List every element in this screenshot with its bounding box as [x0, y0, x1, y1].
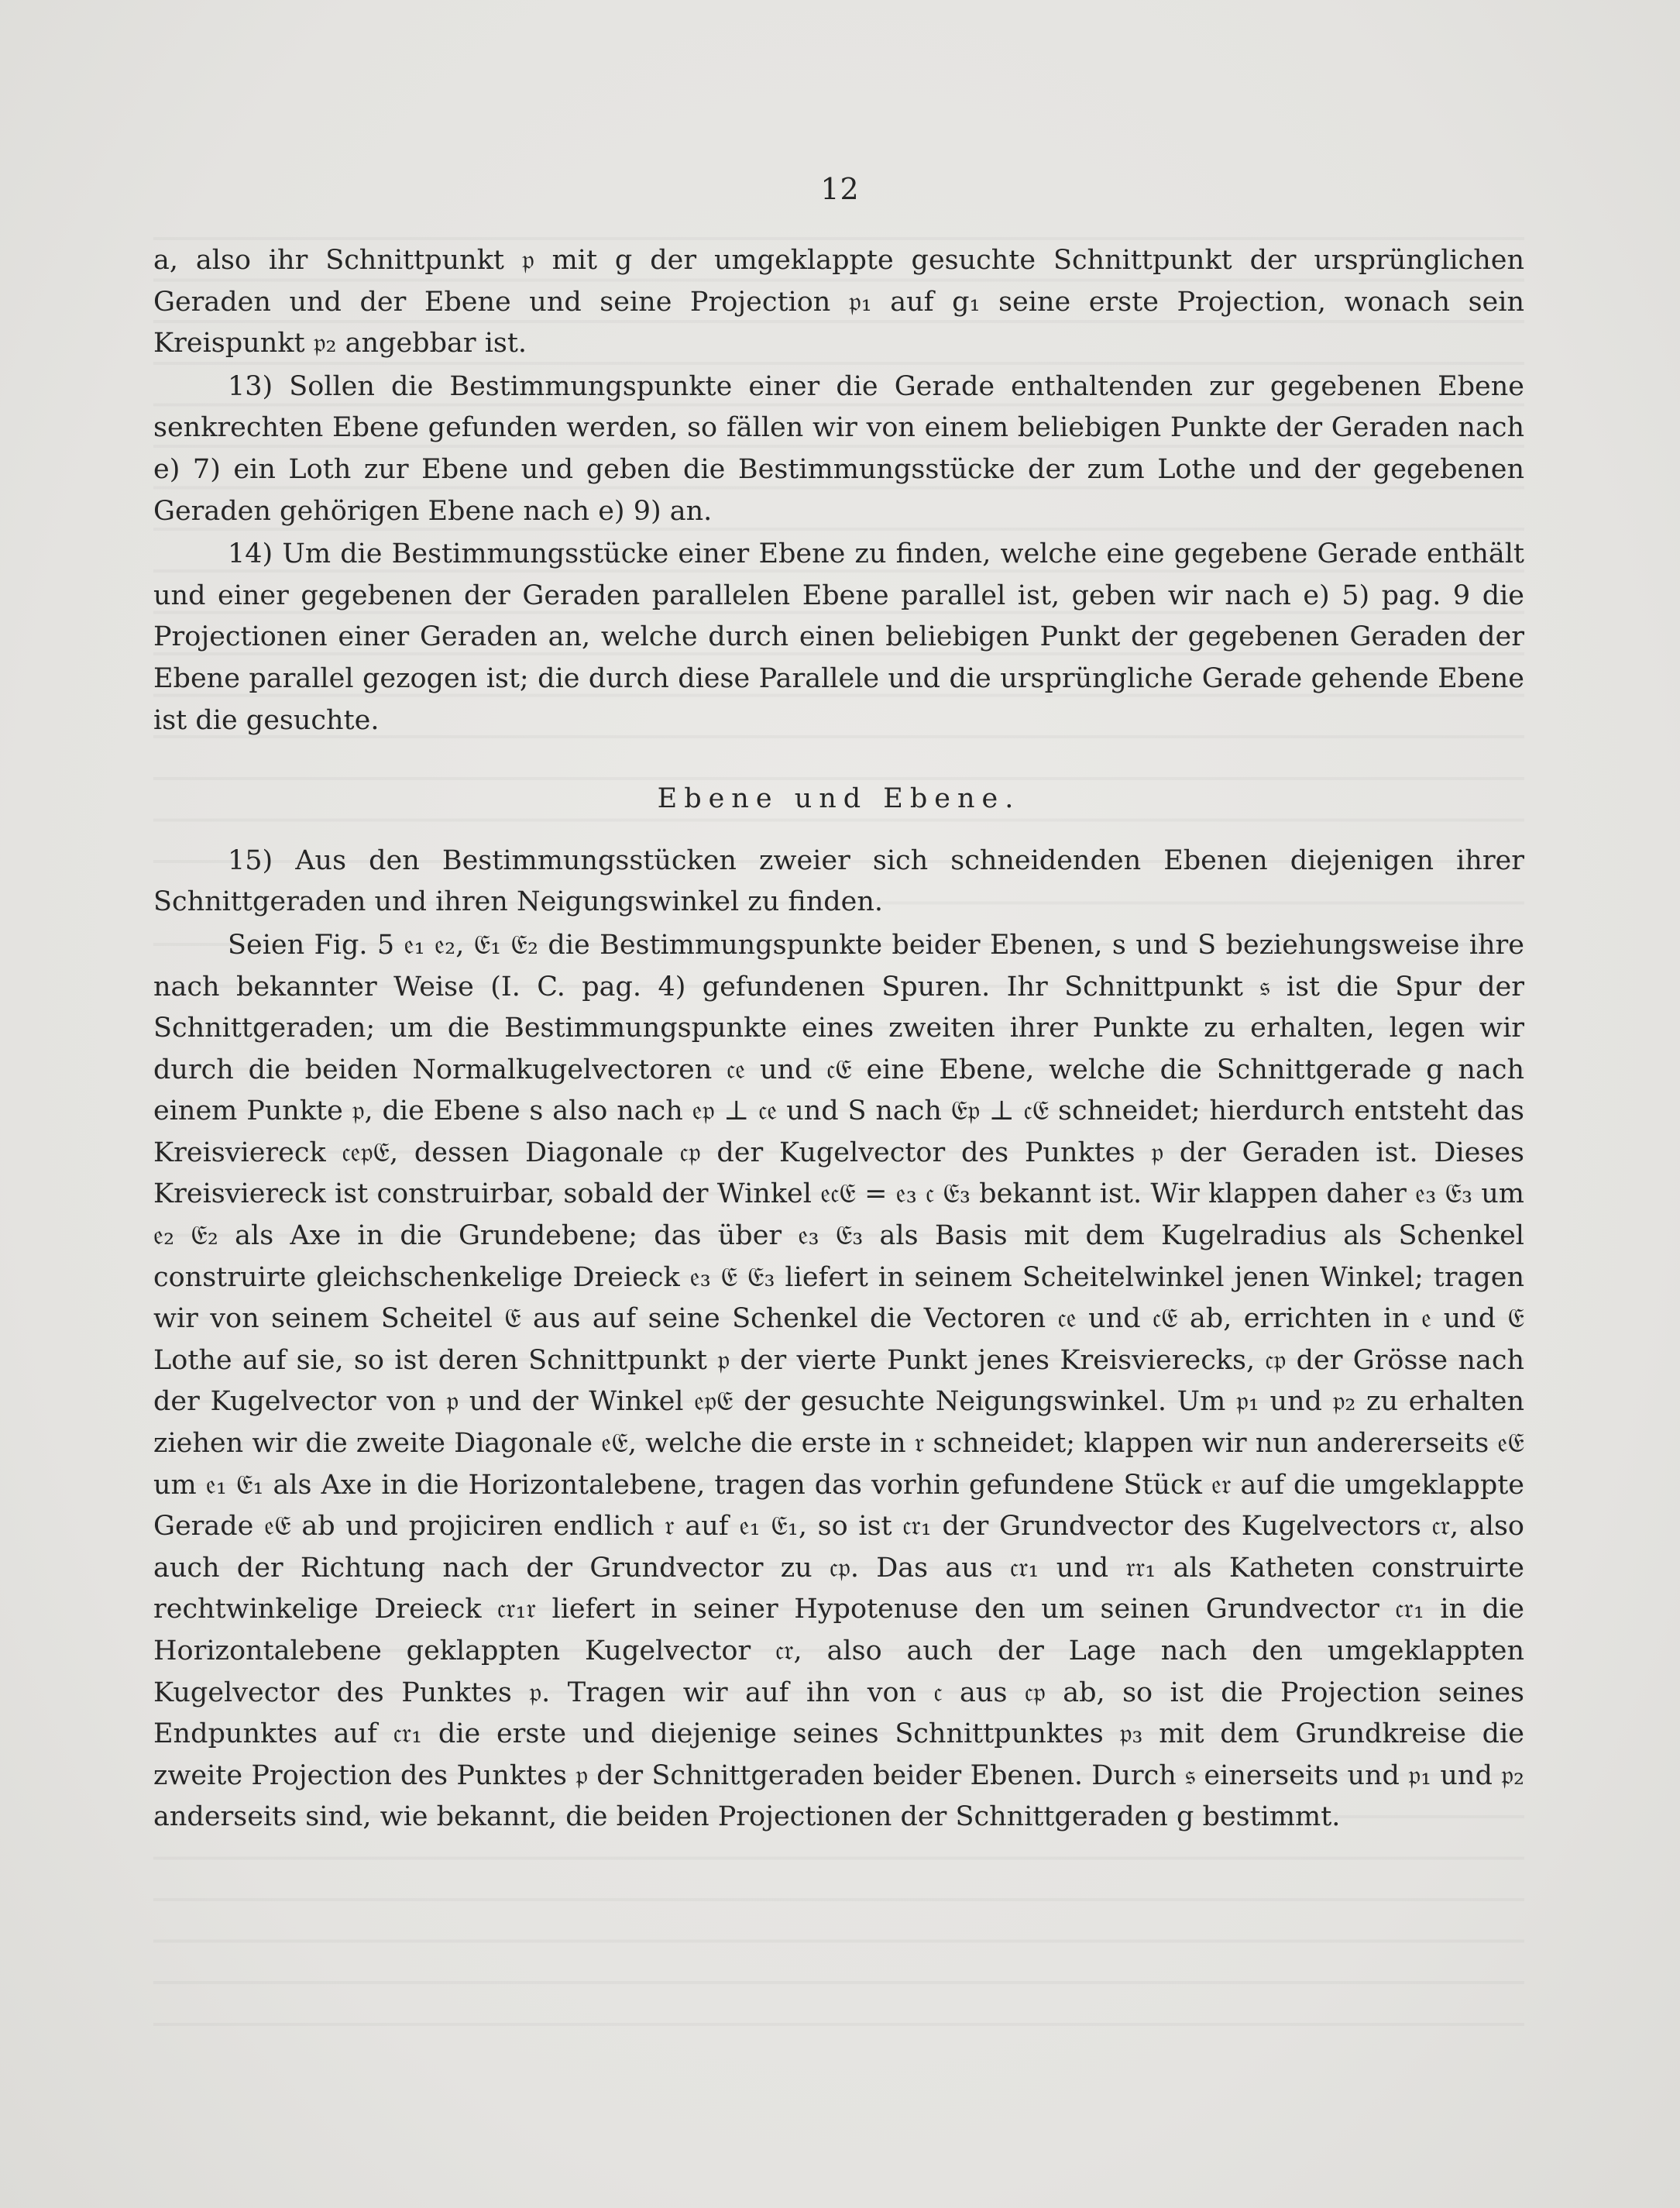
paragraph-continuation: a, also ihr Schnittpunkt 𝔭 mit g der umgeklappte gesuchte Schnittpunkt der ursprünglichen Geraden und der Ebene und seine Projection 𝔭₁ auf g₁ seine erste Projection, wonach sein Kreispunkt 𝔭₂ angebbar ist.: [153, 245, 1524, 359]
paragraph-15: 15) Aus den Bestimmungsstücken zweier sich schneidenden Ebenen diejenigen ihrer Schnittgeraden und ihren Neigungswinkel zu finden.: [153, 844, 1524, 918]
paragraph-14: 14) Um die Bestimmungsstücke einer Ebene zu finden, welche eine gegebene Gerade enthält und einer gegebenen der Geraden parallelen Ebene parallel ist, geben wir nach e) 5) pag. 9 die Projectionen einer Geraden an, welche durch einen beliebigen Punkt der gegebenen Geraden der Ebene parallel gezogen ist; die durch diese Parallele und die ursprüngliche Gerade gehende Ebene ist die gesuchte.: [153, 538, 1524, 736]
paragraph-15-solution: Seien Fig. 5 𝔢₁ 𝔢₂, 𝔈₁ 𝔈₂ die Bestimmungspunkte beider Ebenen, s und S beziehungsweise ihre nach bekannter Weise (I. C. pag. 4) gefundenen Spuren. Ihr Schnittpunkt 𝔰 ist die Spur der Schnittgeraden; um die Bestimmungspunkte eines zweiten ihrer Punkte zu erhalten, legen wir durch die beiden Normalkugelvectoren 𝔠𝔢 und 𝔠𝔈 eine Ebene, welche die Schnittgerade g nach einem Punkte 𝔭, die Ebene s also nach 𝔢𝔭 ⊥ 𝔠𝔢 und S nach 𝔈𝔭 ⊥ 𝔠𝔈 schneidet; hierdurch entsteht das Kreisviereck 𝔠𝔢𝔭𝔈, dessen Diagonale 𝔠𝔭 der Kugelvector des Punktes 𝔭 der Geraden ist. Dieses Kreisviereck ist construirbar, sobald der Winkel 𝔢𝔠𝔈 = 𝔢₃ 𝔠 𝔈₃ bekannt ist. Wir klappen daher 𝔢₃ 𝔈₃ um 𝔢₂ 𝔈₂ als Axe in die Grundebene; das über 𝔢₃ 𝔈₃ als Basis mit dem Kugelradius als Schenkel construirte gleichschenkelige Dreieck 𝔢₃ 𝔈 𝔈₃ liefert in seinem Scheitelwinkel jenen Winkel; tragen wir von seinem Scheitel 𝔈 aus auf seine Schenkel die Vectoren 𝔠𝔢 und 𝔠𝔈 ab, errichten in 𝔢 und 𝔈 Lothe auf sie, so ist deren Schnittpunkt 𝔭 der vierte Punkt jenes Kreisvierecks, 𝔠𝔭 der Grösse nach der Kugelvector von 𝔭 und der Winkel 𝔢𝔭𝔈 der gesuchte Neigungswinkel. Um 𝔭₁ und 𝔭₂ zu erhalten ziehen wir die zweite Diagonale 𝔢𝔈, welche die erste in 𝔯 schneidet; klappen wir nun andererseits 𝔢𝔈 um 𝔢₁ 𝔈₁ als Axe in die Horizontalebene, tragen das vorhin gefundene Stück 𝔢𝔯 auf die umgeklappte Gerade 𝔢𝔈 ab und projiciren endlich 𝔯 auf 𝔢₁ 𝔈₁, so ist 𝔠𝔯₁ der Grundvector des Kugelvectors 𝔠𝔯, also auch der Richtung nach der Grundvector zu 𝔠𝔭. Das aus 𝔠𝔯₁ und 𝔯𝔯₁ als Katheten construirte rechtwinkelige Dreieck 𝔠𝔯₁𝔯 liefert in seiner Hypotenuse den um seinen Grundvector 𝔠𝔯₁ in die Horizontalebene geklappten Kugelvector 𝔠𝔯, also auch der Lage nach den umgeklappten Kugelvector des Punktes 𝔭. Tragen wir auf ihn von 𝔠 aus 𝔠𝔭 ab, so ist die Projection seines Endpunktes auf 𝔠𝔯₁ die erste und diejenige seines Schnittpunktes 𝔭₃ mit dem Grundkreise die zweite Projection des Punktes 𝔭 der Schnittgeraden beider Ebenen. Durch 𝔰 einerseits und 𝔭₁ und 𝔭₂ anderseits sind, wie bekannt, die beiden Projectionen der Schnittgeraden g bestimmt.: [153, 929, 1524, 1833]
body-text: [153, 240, 1524, 1840]
page-number: 12: [820, 172, 860, 206]
section-heading: Ebene und Ebene.: [657, 783, 1021, 815]
paragraph-13: 13) Sollen die Bestimmungspunkte einer die Gerade enthaltenden zur gegebenen Ebene senkrechten Ebene gefunden werden, so fällen wir von einem beliebigen Punkte der Geraden nach e) 7) ein Loth zur Ebene und geben die Bestimmungsstücke der zum Lothe und der gegebenen Geraden gehörigen Ebene nach e) 9) an.: [153, 370, 1524, 527]
